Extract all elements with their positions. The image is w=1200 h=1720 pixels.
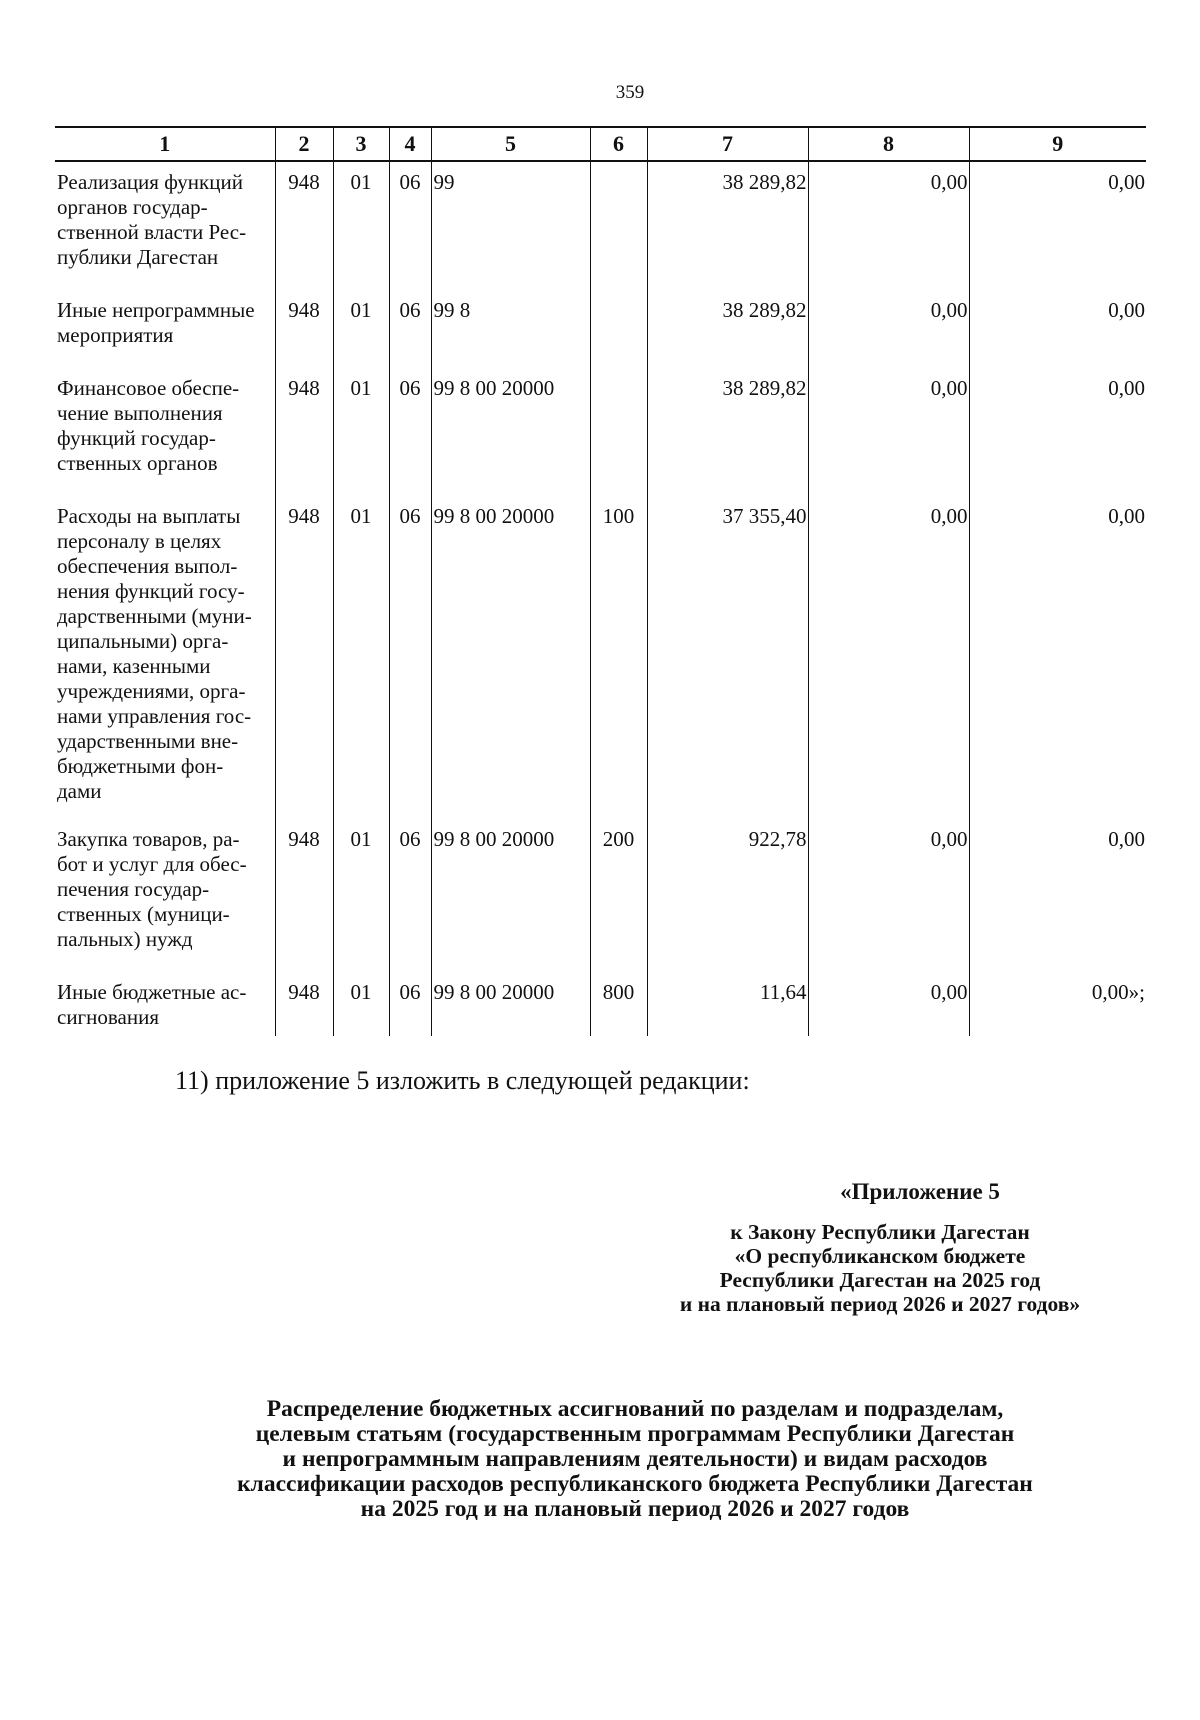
title-line: классификации расходов республиканского бюджета Республики Дагестан bbox=[237, 1471, 1033, 1497]
table-row bbox=[55, 290, 1146, 368]
expense-name-line: ственных органов bbox=[57, 451, 218, 475]
expense-name-line: нами управления гос- bbox=[57, 704, 252, 728]
amount-2027-cell: 0,00 bbox=[969, 161, 1146, 290]
amount-2027-cell: 0,00 bbox=[969, 368, 1146, 496]
expense-name-line: сигнования bbox=[57, 1005, 160, 1029]
amount-2026-cell: 0,00 bbox=[808, 972, 969, 1036]
expense-type-cell: 100 bbox=[590, 496, 647, 819]
expense-name-line: Закупка товаров, ра- bbox=[57, 827, 240, 851]
column-header: 3 bbox=[333, 127, 389, 161]
section-code-cell: 01 bbox=[333, 290, 389, 368]
amount-2026-cell: 0,00 bbox=[808, 819, 969, 972]
section-code-cell: 01 bbox=[333, 368, 389, 496]
expense-name-line: чение выполнения bbox=[57, 401, 223, 425]
document-title bbox=[0, 1397, 1200, 1522]
amount-2027-cell: 0,00 bbox=[969, 819, 1146, 972]
column-header: 4 bbox=[389, 127, 431, 161]
amount-2025-cell: 11,64 bbox=[647, 972, 808, 1036]
subsection-code-cell: 06 bbox=[389, 496, 431, 819]
column-header: 1 bbox=[55, 127, 275, 161]
table-row bbox=[55, 496, 1146, 819]
expense-name-line: Иные бюджетные ас- bbox=[57, 980, 247, 1004]
target-article-cell: 99 8 bbox=[431, 290, 590, 368]
expense-name-line: ственных (муници- bbox=[57, 902, 230, 926]
subsection-code-cell: 06 bbox=[389, 290, 431, 368]
expense-name-cell bbox=[55, 819, 275, 972]
expense-name-line: нения функций госу- bbox=[57, 579, 245, 603]
section-code-cell: 01 bbox=[333, 161, 389, 290]
expense-name-line: бюджетными фон- bbox=[57, 754, 224, 778]
budget-table bbox=[55, 126, 1146, 1036]
admin-code-cell: 948 bbox=[275, 161, 333, 290]
column-header: 9 bbox=[969, 127, 1146, 161]
annex-header bbox=[600, 1180, 1160, 1316]
section-code-cell: 01 bbox=[333, 819, 389, 972]
expense-name-cell bbox=[55, 972, 275, 1036]
expense-name-line: Финансовое обеспе- bbox=[57, 376, 240, 400]
expense-type-cell bbox=[590, 161, 647, 290]
column-header: 8 bbox=[808, 127, 969, 161]
amount-2025-cell: 38 289,82 bbox=[647, 161, 808, 290]
target-article-cell: 99 8 00 20000 bbox=[431, 496, 590, 819]
expense-name-line: органов государ- bbox=[57, 195, 208, 219]
column-header: 7 bbox=[647, 127, 808, 161]
amount-2026-cell: 0,00 bbox=[808, 290, 969, 368]
amount-2025-cell: 38 289,82 bbox=[647, 290, 808, 368]
table-row bbox=[55, 368, 1146, 496]
expense-name-line: Иные непрограммные bbox=[57, 298, 255, 322]
target-article-cell: 99 8 00 20000 bbox=[431, 368, 590, 496]
amount-2025-cell: 38 289,82 bbox=[647, 368, 808, 496]
expense-name-line: Реализация функций bbox=[57, 170, 243, 194]
expense-name-line: персоналу в целях bbox=[57, 529, 222, 553]
title-line: и непрограммным направлениям деятельности) и видам расходов bbox=[282, 1446, 988, 1472]
column-header: 2 bbox=[275, 127, 333, 161]
expense-name-line: ственной власти Рес- bbox=[57, 220, 247, 244]
table-row bbox=[55, 819, 1146, 972]
annex-line: к Закону Республики Дагестан bbox=[730, 1220, 1030, 1244]
amount-2026-cell: 0,00 bbox=[808, 161, 969, 290]
amount-2025-cell: 922,78 bbox=[647, 819, 808, 972]
column-header: 5 bbox=[431, 127, 590, 161]
subsection-code-cell: 06 bbox=[389, 819, 431, 972]
expense-name-cell bbox=[55, 290, 275, 368]
table-row bbox=[55, 161, 1146, 290]
admin-code-cell: 948 bbox=[275, 496, 333, 819]
table-row bbox=[55, 972, 1146, 1036]
section-code-cell: 01 bbox=[333, 972, 389, 1036]
annex-line: и на плановый период 2026 и 2027 годов» bbox=[679, 1292, 1081, 1316]
subsection-code-cell: 06 bbox=[389, 972, 431, 1036]
title-line: Распределение бюджетных ассигнований по разделам и подразделам, bbox=[266, 1396, 1004, 1422]
subsection-code-cell: 06 bbox=[389, 161, 431, 290]
title-line: на 2025 год и на плановый период 2026 и 2027 годов bbox=[360, 1496, 910, 1522]
expense-name-cell bbox=[55, 496, 275, 819]
expense-name-line: бот и услуг для обес- bbox=[57, 852, 247, 876]
expense-name-line: дарственными (муни- bbox=[57, 604, 252, 628]
title-line: целевым статьям (государственным программам Республики Дагестан bbox=[255, 1421, 1015, 1447]
annex-line: «О республиканском бюджете bbox=[734, 1244, 1026, 1268]
expense-name-line: пальных) нужд bbox=[57, 927, 193, 951]
page-number: 359 bbox=[615, 82, 645, 103]
expense-name-line: мероприятия bbox=[57, 323, 174, 347]
table-body bbox=[55, 161, 1146, 1036]
section-code-cell: 01 bbox=[333, 496, 389, 819]
expense-name-cell bbox=[55, 368, 275, 496]
expense-name-line: дами bbox=[57, 779, 102, 803]
target-article-cell: 99 8 00 20000 bbox=[431, 972, 590, 1036]
target-article-cell: 99 bbox=[431, 161, 590, 290]
amount-2026-cell: 0,00 bbox=[808, 496, 969, 819]
amount-2027-cell: 0,00»; bbox=[969, 972, 1146, 1036]
subsection-code-cell: 06 bbox=[389, 368, 431, 496]
expense-name-line: ударственными вне- bbox=[57, 729, 239, 753]
amount-2027-cell: 0,00 bbox=[969, 290, 1146, 368]
expense-name-line: функций государ- bbox=[57, 426, 216, 450]
target-article-cell: 99 8 00 20000 bbox=[431, 819, 590, 972]
expense-name-line: обеспечения выпол- bbox=[57, 554, 238, 578]
admin-code-cell: 948 bbox=[275, 972, 333, 1036]
table-header-row bbox=[55, 127, 1146, 161]
expense-name-line: ципальными) орга- bbox=[57, 629, 229, 653]
expense-name-line: публики Дагестан bbox=[57, 245, 219, 269]
expense-name-line: Расходы на выплаты bbox=[57, 504, 241, 528]
amount-2025-cell: 37 355,40 bbox=[647, 496, 808, 819]
annex-title: «Приложение 5 bbox=[840, 1179, 1000, 1204]
expense-type-cell bbox=[590, 290, 647, 368]
expense-name-line: учреждениями, орга- bbox=[57, 679, 246, 703]
expense-name-cell bbox=[55, 161, 275, 290]
expense-type-cell bbox=[590, 368, 647, 496]
amount-2026-cell: 0,00 bbox=[808, 368, 969, 496]
expense-type-cell: 200 bbox=[590, 819, 647, 972]
amount-2027-cell: 0,00 bbox=[969, 496, 1146, 819]
column-header: 6 bbox=[590, 127, 647, 161]
annex-line: Республики Дагестан на 2025 год bbox=[719, 1268, 1041, 1292]
admin-code-cell: 948 bbox=[275, 819, 333, 972]
admin-code-cell: 948 bbox=[275, 290, 333, 368]
expense-name-line: печения государ- bbox=[57, 877, 210, 901]
expense-name-line: нами, казенными bbox=[57, 654, 211, 678]
instruction-text: 11) приложение 5 изложить в следующей редакции: bbox=[175, 1066, 750, 1095]
admin-code-cell: 948 bbox=[275, 368, 333, 496]
expense-type-cell: 800 bbox=[590, 972, 647, 1036]
